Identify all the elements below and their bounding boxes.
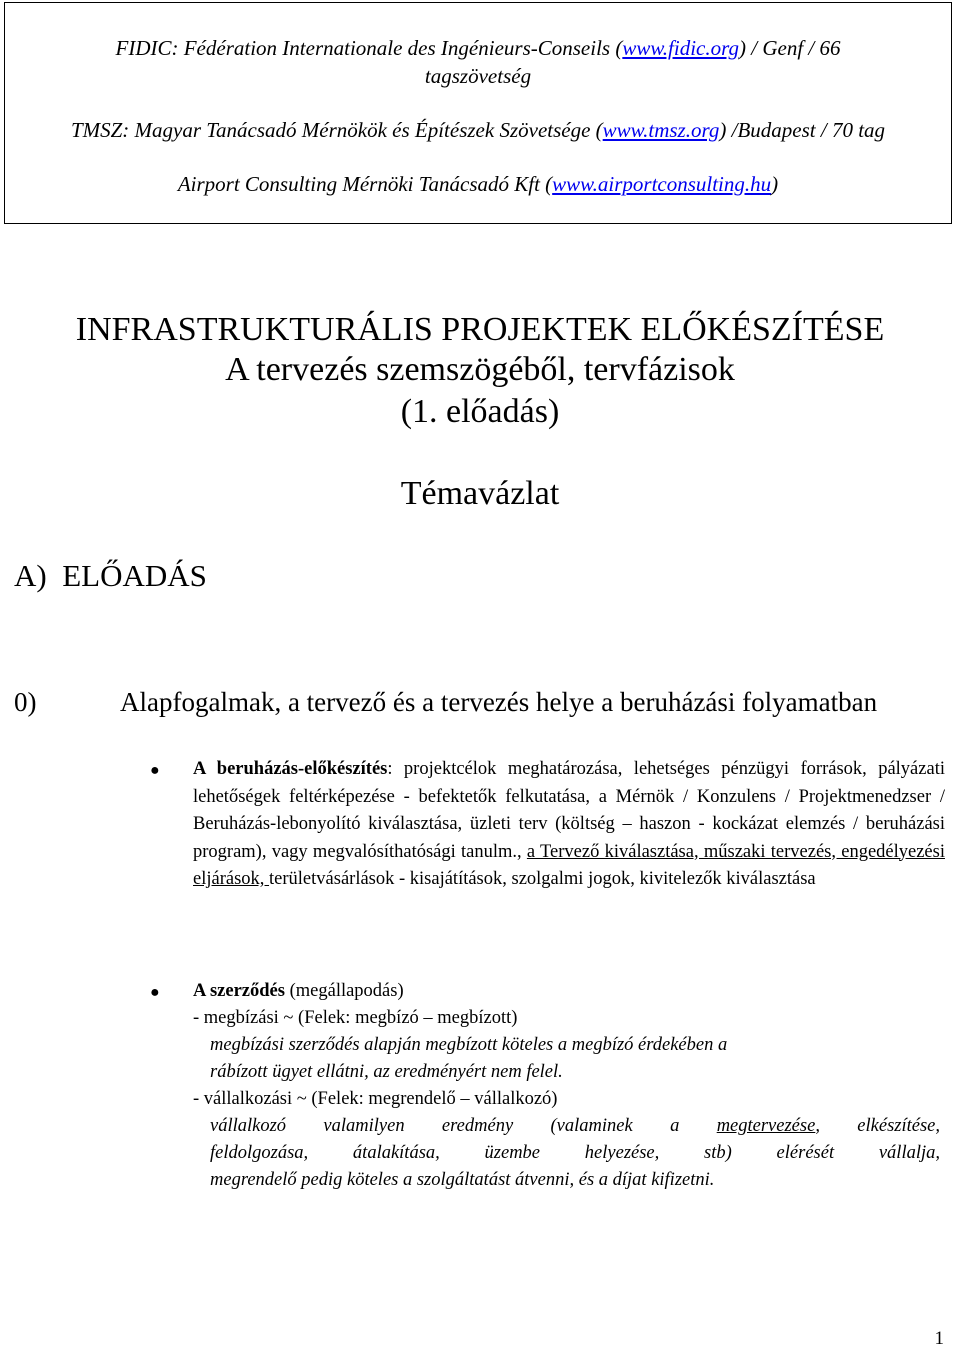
header-box [4, 2, 952, 224]
contract-type-enterprise: - vállalkozási ~ (Felek: megrendelő – vállalkozó) [193, 1089, 558, 1109]
header-line-airport: Airport Consulting Mérnöki Tanácsadó Kft (www.airportconsulting.hu) [177, 172, 779, 196]
header-line-fidic: FIDIC: Fédération Internationale des Ingénieurs-Conseils (www.fidic.org) / Genf / 66 [115, 36, 841, 60]
enterprise-definition-line3: megrendelő pedig köteles a szolgáltatást átvenni, és a díjat kifizetni. [210, 1170, 715, 1190]
bullet-icon: ● [150, 984, 160, 1001]
bullet-icon: ● [150, 762, 160, 779]
contract-heading: A szerződés (megállapodás) [193, 981, 404, 1001]
enterprise-definition-line2: feldolgozása, átalakítása, üzembe helyezése, stb) elérését vállalja, [210, 1143, 940, 1163]
section-heading: A) ELŐADÁS [14, 558, 207, 593]
bullet-paragraph-preparation: A beruházás-előkészítés: projektcélok meghatározása, lehetséges pénzügyi források, pályázati lehetőségek feltérképezése - befektetők felkutatása, a Mérnök / Konzulens / Projektmenedzser / Beruházás-lebonyolító kiválasztása, üzleti terv (költség – haszon - kockázat elemzés / beruházási program), vagy megvalósíthatósági tanulm., a Tervező kiválasztása, műszaki tervezés, engedélyezési eljárások, területvásárlások - kisajátítások, szolgalmi jogok, kivitelezők kiválasztása [193, 759, 945, 889]
page-number: 1 [934, 1328, 944, 1349]
topic-text: Alapfogalmak, a tervező és a tervezés helye a beruházási folyamatban [120, 687, 878, 717]
outline-heading: Témavázlat [400, 475, 560, 512]
tmsz-link[interactable]: www.tmsz.org [602, 118, 720, 142]
contract-type-commission: - megbízási ~ (Felek: megbízó – megbízott) [193, 1008, 518, 1028]
header-line-tmsz: TMSZ: Magyar Tanácsadó Mérnökök és Építészek Szövetsége (www.tmsz.org) /Budapest / 70 tag [70, 118, 886, 142]
header-line-tagszovetseg: tagszövetség [424, 64, 532, 88]
main-subtitle: A tervezés szemszögéből, tervfázisok [225, 351, 735, 388]
commission-definition-line1: megbízási szerződés alapján megbízott köteles a megbízó érdekében a [210, 1035, 728, 1055]
topic-number: 0) [14, 687, 37, 717]
commission-definition-line2: rábízott ügyet ellátni, az eredményért nem felel. [210, 1062, 563, 1082]
enterprise-definition-line1: vállalkozó valamilyen eredmény (valaminek a megtervezése, elkészítése, [210, 1116, 941, 1136]
fidic-link[interactable]: www.fidic.org [622, 36, 740, 60]
lecture-number: (1. előadás) [400, 393, 560, 430]
main-title: INFRASTRUKTURÁLIS PROJEKTEK ELŐKÉSZÍTÉSE [75, 311, 885, 348]
airport-link[interactable]: www.airportconsulting.hu [552, 172, 772, 196]
